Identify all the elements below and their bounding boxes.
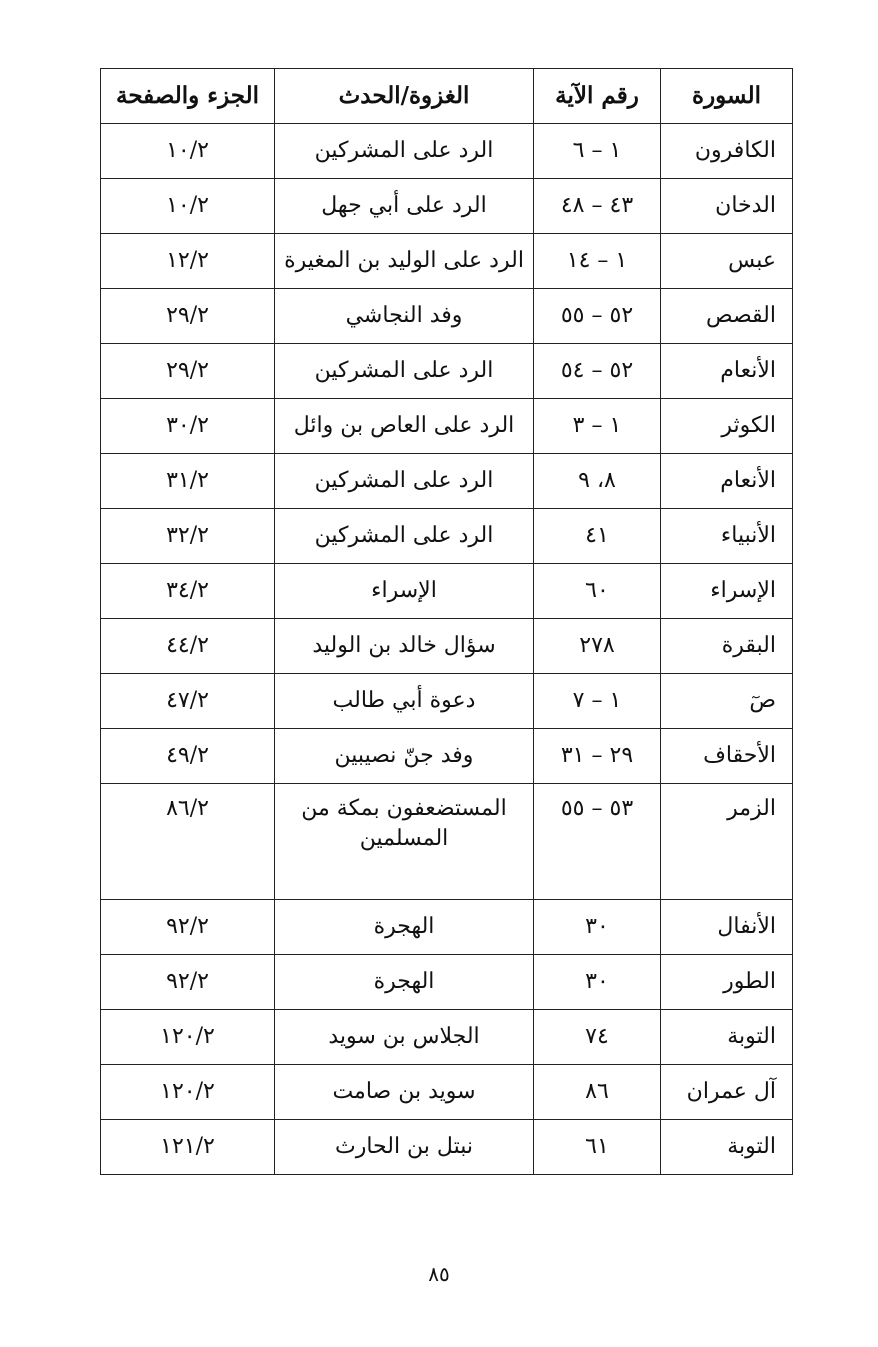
cell-surah: البقرة xyxy=(661,619,793,674)
table-row xyxy=(101,1065,793,1120)
cell-surah: القصص xyxy=(661,289,793,344)
cell-ayah: ١ – ١٤ xyxy=(534,234,661,289)
cell-page: ٣٠/٢ xyxy=(101,399,275,454)
cell-surah: الدخان xyxy=(661,179,793,234)
page-number: ٨٥ xyxy=(428,1262,450,1286)
cell-ayah: ٣٠ xyxy=(534,955,661,1010)
cell-event: وفد النجاشي xyxy=(275,289,534,344)
table-row xyxy=(101,955,793,1010)
header-event: الغزوة/الحدث xyxy=(275,69,534,124)
table-row xyxy=(101,674,793,729)
table-row xyxy=(101,619,793,674)
table-body xyxy=(101,124,793,1175)
cell-event: سؤال خالد بن الوليد xyxy=(275,619,534,674)
cell-ayah: ٣٠ xyxy=(534,900,661,955)
cell-surah: الإسراء xyxy=(661,564,793,619)
table-row xyxy=(101,454,793,509)
cell-ayah: ٧٤ xyxy=(534,1010,661,1065)
cell-page: ١٢٠/٢ xyxy=(101,1065,275,1120)
cell-page: ٣١/٢ xyxy=(101,454,275,509)
cell-surah: التوبة xyxy=(661,1120,793,1175)
table-row xyxy=(101,124,793,179)
cell-surah: التوبة xyxy=(661,1010,793,1065)
cell-event: دعوة أبي طالب xyxy=(275,674,534,729)
header-surah: السورة xyxy=(661,69,793,124)
cell-page: ٤٤/٢ xyxy=(101,619,275,674)
table-row xyxy=(101,234,793,289)
cell-page: ١٠/٢ xyxy=(101,179,275,234)
cell-surah: الكوثر xyxy=(661,399,793,454)
header-ayah: رقم الآية xyxy=(534,69,661,124)
cell-ayah: ٤١ xyxy=(534,509,661,564)
cell-page: ٨٦/٢ xyxy=(101,784,275,900)
cell-surah: آل عمران xyxy=(661,1065,793,1120)
table-row xyxy=(101,509,793,564)
cell-event: الرد على المشركين xyxy=(275,124,534,179)
cell-surah: صٓ xyxy=(661,674,793,729)
cell-event: الرد على المشركين xyxy=(275,344,534,399)
cell-page: ١٢٠/٢ xyxy=(101,1010,275,1065)
cell-event: وفد جنّ نصيبين xyxy=(275,729,534,784)
cell-surah: الكافرون xyxy=(661,124,793,179)
table-row xyxy=(101,344,793,399)
cell-page: ٩٢/٢ xyxy=(101,955,275,1010)
table-row xyxy=(101,564,793,619)
cell-event: الهجرة xyxy=(275,900,534,955)
cell-event: الرد على المشركين xyxy=(275,454,534,509)
cell-ayah: ٢٩ – ٣١ xyxy=(534,729,661,784)
cell-page: ٤٩/٢ xyxy=(101,729,275,784)
table-row xyxy=(101,1010,793,1065)
cell-surah: الزمر xyxy=(661,784,793,900)
cell-ayah: ١ – ٦ xyxy=(534,124,661,179)
cell-event: الرد على الوليد بن المغيرة xyxy=(275,234,534,289)
cell-ayah: ٦١ xyxy=(534,1120,661,1175)
cell-event: الإسراء xyxy=(275,564,534,619)
cell-ayah: ٥٢ – ٥٥ xyxy=(534,289,661,344)
cell-page: ٩٢/٢ xyxy=(101,900,275,955)
cell-ayah: ٨، ٩ xyxy=(534,454,661,509)
table-row xyxy=(101,900,793,955)
cell-page: ١٠/٢ xyxy=(101,124,275,179)
cell-ayah: ١ – ٧ xyxy=(534,674,661,729)
cell-page: ٢٩/٢ xyxy=(101,289,275,344)
cell-surah: عبس xyxy=(661,234,793,289)
cell-ayah: ٨٦ xyxy=(534,1065,661,1120)
cell-event: سويد بن صامت xyxy=(275,1065,534,1120)
cell-event: المستضعفون بمكة من المسلمين xyxy=(275,784,534,900)
cell-event: الجلاس بن سويد xyxy=(275,1010,534,1065)
table-row xyxy=(101,179,793,234)
cell-page: ٣٢/٢ xyxy=(101,509,275,564)
cell-event: الرد على أبي جهل xyxy=(275,179,534,234)
cell-page: ٤٧/٢ xyxy=(101,674,275,729)
header-page: الجزء والصفحة xyxy=(101,69,275,124)
cell-event: الهجرة xyxy=(275,955,534,1010)
index-table xyxy=(100,68,793,1175)
cell-surah: الطور xyxy=(661,955,793,1010)
cell-ayah: ٥٣ – ٥٥ xyxy=(534,784,661,900)
cell-ayah: ١ – ٣ xyxy=(534,399,661,454)
table-row xyxy=(101,784,793,900)
cell-surah: الأنبياء xyxy=(661,509,793,564)
cell-surah: الأحقاف xyxy=(661,729,793,784)
cell-page: ٢٩/٢ xyxy=(101,344,275,399)
cell-event: نبتل بن الحارث xyxy=(275,1120,534,1175)
cell-event: الرد على المشركين xyxy=(275,509,534,564)
cell-page: ٣٤/٢ xyxy=(101,564,275,619)
table-row xyxy=(101,729,793,784)
cell-page: ١٢/٢ xyxy=(101,234,275,289)
cell-ayah: ٤٣ – ٤٨ xyxy=(534,179,661,234)
cell-ayah: ٦٠ xyxy=(534,564,661,619)
cell-ayah: ٥٢ – ٥٤ xyxy=(534,344,661,399)
table-row xyxy=(101,1120,793,1175)
table-row xyxy=(101,289,793,344)
cell-ayah: ٢٧٨ xyxy=(534,619,661,674)
cell-event: الرد على العاص بن وائل xyxy=(275,399,534,454)
cell-surah: الأنعام xyxy=(661,344,793,399)
cell-page: ١٢١/٢ xyxy=(101,1120,275,1175)
table-row xyxy=(101,399,793,454)
cell-surah: الأنفال xyxy=(661,900,793,955)
header-row xyxy=(101,69,793,124)
cell-surah: الأنعام xyxy=(661,454,793,509)
